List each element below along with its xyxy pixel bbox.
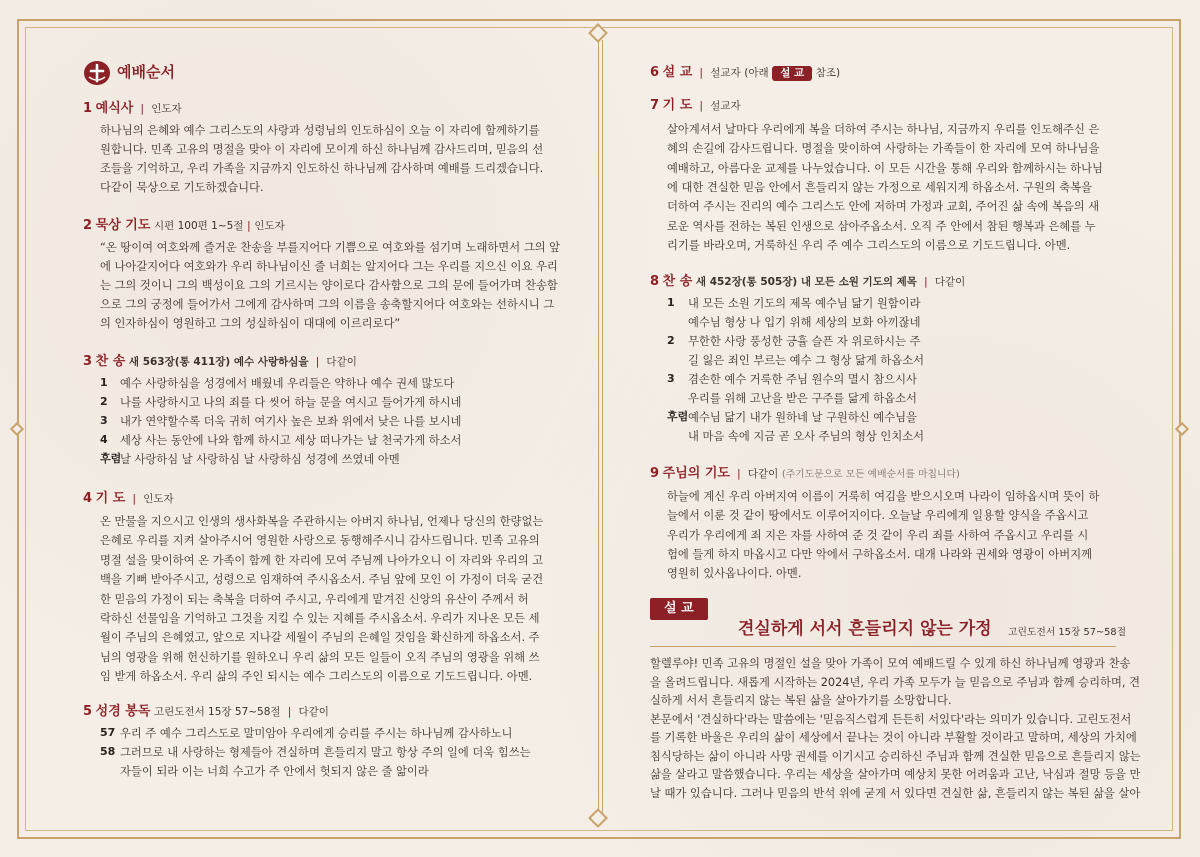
verse-number: 1 — [100, 376, 108, 389]
section-2-header: 2 묵상 기도 시편 100편 1~5절 | 인도자 — [83, 218, 285, 233]
body-line: 는 그의 것이니 그의 백성이요 그의 기르시는 양이로다 감사함으로 그의 문에 들어가며 찬송함 — [100, 279, 558, 292]
body-line: 혜의 손길에 감사드립니다. 명절을 맞이하여 사랑하는 가족들이 한 자리에 모여 하나님을 — [667, 142, 1100, 156]
body-line: 살아계셔서 날마다 우리에게 복을 더하여 주시는 하나님, 지금까지 우리를 인도해주신 은 — [667, 123, 1100, 136]
body-line: 하늘에 계신 우리 아버지여 이름이 거룩히 여김을 받으시오며 나라이 임하옵시며 뜻이 하 — [667, 490, 1100, 503]
body-line: 를 기록한 바울은 우리의 삶이 세상에서 끝나는 것이 아니라 부활할 것이라고 말하며, 세상의 가치에 — [650, 731, 1137, 744]
body-line: “온 땅이여 여호와께 즐거운 찬송을 부를지어다 기쁨으로 여호와를 섬기며 노래하면서 그의 앞 — [100, 241, 561, 254]
section-role: 인도자 — [254, 220, 285, 232]
verse-text: 겸손한 예수 거룩한 주님 원수의 멸시 참으시사 — [688, 373, 917, 386]
verse-text: 무한한 사랑 풍성한 긍휼 슬픈 자 위로하시는 주 — [688, 335, 921, 348]
page-title: 예배순서 — [117, 63, 175, 81]
section-reference: 시편 100편 1~5절 — [154, 220, 244, 232]
verse-number: 58 — [100, 745, 116, 758]
verse-text: 내가 연약할수록 더욱 귀히 여기사 높은 보좌 위에서 낮은 나를 보시네 — [120, 415, 462, 428]
section-role: 인도자 — [151, 103, 182, 115]
sermon-tag: 설 교 — [650, 598, 708, 620]
body-line: 침식당하는 삶이 아니라 사망 권세를 이기시고 승리하신 주님과 함께 견실한 믿음으로 흔들리지 않는 — [650, 749, 1141, 763]
body-line: 실하게 서서 흔들리지 않는 복된 삶을 살아가기를 소망합니다. — [650, 694, 952, 707]
body-line: 임 받게 하옵소서. 우리 삶의 주인 되시는 예수 그리스도의 이름으로 기도드립니다. 아멘. — [100, 670, 533, 684]
body-line: 월이 주님의 은혜였고, 앞으로 지나갈 세월이 주님의 은혜일 것임을 확신하게 하옵소서. 주 — [100, 631, 540, 645]
verse-number: 후렴 — [667, 410, 689, 423]
verse-text: 길 잃은 죄인 부르는 예수 그 형상 닮게 하옵소서 — [688, 354, 925, 367]
page-spine — [598, 40, 603, 820]
section-number: 7 — [650, 98, 660, 113]
verse-number: 4 — [100, 433, 108, 446]
section-note-post: 참조) — [815, 67, 841, 79]
body-line: 영원히 있사옵나이다. 아멘. — [667, 567, 802, 581]
section-4-header: 4 기 도 | 인도자 — [83, 491, 174, 506]
verse-text: 날 사랑하심 날 사랑하심 날 사랑하심 성경에 쓰였네 아멘 — [120, 453, 400, 466]
body-line: 더하여 주시는 진리의 예수 그리스도 안에 저하며 가정과 교회, 주어진 삶 속에 복음의 새 — [667, 200, 1100, 214]
verse-number: 57 — [100, 726, 116, 739]
section-role: 설교자 — [710, 100, 741, 112]
section-number: 4 — [83, 491, 93, 506]
verse-text: 우리 주 예수 그리스도로 말미암아 우리에게 승리를 주시는 하나님께 감사하노니 — [120, 727, 513, 740]
verse-text: 예수님 형상 나 입기 위해 세상의 보화 아끼잖네 — [688, 316, 921, 329]
verse-text: 자들이 되라 이는 너희 수고가 주 안에서 헛되지 않은 줄 앎이라 — [120, 765, 429, 778]
section-role: 인도자 — [143, 493, 174, 505]
church-logo-icon — [83, 60, 111, 86]
section-title: 찬 송 — [662, 274, 693, 289]
sermon-pill-badge: 설 교 — [772, 66, 812, 81]
section-number: 2 — [83, 218, 93, 233]
body-line: 온 만물을 지으시고 인생의 생사화복을 주관하시는 아버지 하나님, 언제나 당신의 한량없는 — [100, 515, 544, 528]
verse-number: 2 — [667, 334, 675, 347]
verse-number: 3 — [667, 372, 675, 385]
body-line: 백을 기뻐 받아주시고, 성령으로 임재하여 주시옵소서. 주님 앞에 모인 이 가정이 더욱 굳건 — [100, 573, 544, 587]
section-number: 8 — [650, 274, 660, 289]
section-9-header: 9 주님의 기도 | 다같이 (주기도문으로 모든 예배순서를 마칩니다) — [650, 466, 960, 481]
verse-number: 2 — [100, 395, 108, 408]
body-line: 을 올려드립니다. 새롭게 시작하는 2024년, 우리 가족 모두가 늘 믿음으로 주님과 함께 승리하며, 견 — [650, 675, 1140, 689]
section-title: 주님의 기도 — [662, 466, 730, 481]
body-line: 명절 설을 맞이하여 온 가족이 함께 한 자리에 모여 주님께 나아가오니 이 자리와 우리의 고 — [100, 553, 544, 567]
section-number: 5 — [83, 704, 93, 719]
section-7-header: 7 기 도 | 설교자 — [650, 98, 741, 113]
body-line: 님의 영광을 위해 헌신하기를 원하오니 우리 삶의 모든 일들이 오직 주님의 영광을 위해 쓰 — [100, 650, 540, 664]
verse-text: 세상 사는 동안에 나와 함께 하시고 세상 떠나가는 날 천국가게 하소서 — [120, 434, 462, 447]
section-reference: 고린도전서 15장 57~58절 — [154, 706, 281, 718]
body-line: 삶을 살라고 말씀했습니다. 우리는 세상을 살아가며 예상치 못한 어려움과 고난, 낙심과 절망 등을 만 — [650, 768, 1141, 781]
body-line: 로운 역사를 전하는 복된 인생으로 삼아주옵소서. 오직 주 안에서 참된 행복과 은혜를 누 — [667, 219, 1096, 233]
verse-text: 그러므로 내 사랑하는 형제들아 견실하며 흔들리지 말고 항상 주의 일에 더욱 힘쓰는 — [120, 746, 531, 759]
body-line: 할렐루야! 민족 고유의 명절인 설을 맞아 가족이 모여 예배드릴 수 있게 하신 하나님께 영광과 찬송 — [650, 657, 1131, 670]
section-title: 기 도 — [95, 491, 126, 506]
body-line: 원합니다. 민족 고유의 명절을 맞아 이 자리에 모이게 하신 하나님께 감사드리며, 믿음의 선 — [100, 143, 544, 156]
section-role: 다같이 — [934, 276, 966, 288]
hymn-title: 새 452장(통 505장) 내 모든 소원 기도의 제목 — [695, 276, 917, 288]
hymn-title: 새 563장(통 411장) 예수 사랑하심을 — [128, 356, 309, 368]
body-line: 에 나아갈지어다 여호와가 우리 하나님이신 줄 너희는 알지어다 그는 우리를 지으신 이요 우리 — [100, 260, 558, 273]
body-line: 으로 그의 궁정에 들어가서 그에게 감사하며 그의 이름을 송축할지어다 여호와는 선하시니 그 — [100, 298, 555, 311]
verse-number: 후렴 — [100, 452, 122, 465]
sermon-title: 견실하게 서서 흔들리지 않는 가정 — [738, 619, 992, 639]
section-title: 예식사 — [95, 101, 134, 116]
body-line: 늘에서 이룬 것 같이 땅에서도 이루어지이다. 오늘날 우리에게 일용할 양식을 주옵시고 — [667, 509, 1089, 523]
section-role: 다같이 — [298, 706, 329, 718]
section-number: 9 — [650, 466, 660, 481]
body-line: 에 대한 견실한 믿음 안에서 흔들리지 않는 가정으로 세워지게 하옵소서. 구원의 축복을 — [667, 180, 1093, 194]
section-role: 다같이 — [747, 468, 779, 480]
section-6-header: 6 설 교 | 설교자 (아래 설 교 참조) — [650, 65, 841, 80]
section-number: 3 — [83, 354, 93, 369]
body-line: 우리가 우리에게 죄 지은 자를 사하여 준 것 같이 우리 죄를 사하여 주옵시고 우리를 시 — [667, 528, 1089, 542]
body-line: 의 인자하심이 영원하고 그의 성실하심이 대대에 이르리로다” — [100, 317, 401, 330]
section-1-header: 1 예식사 | 인도자 — [83, 101, 182, 116]
section-3-header: 3 찬 송 새 563장(통 411장) 예수 사랑하심을 | 다같이 — [83, 354, 357, 369]
body-line: 조들을 기억하고, 우리 가족을 지금까지 인도하신 하나님께 감사하며 예배를 드리겠습니다. — [100, 162, 544, 175]
section-number: 1 — [83, 101, 93, 116]
section-role: 설교자 — [710, 67, 741, 79]
sermon-divider — [650, 646, 1116, 647]
section-8-header: 8 찬 송 새 452장(통 505장) 내 모든 소원 기도의 제목 | 다같이 — [650, 274, 966, 289]
body-line: 예배하고, 아름다운 교제를 나누었습니다. 이 모든 시간을 통해 우리와 함께하시는 하나님 — [667, 161, 1103, 175]
verse-text: 나를 사랑하시고 나의 죄를 다 씻어 하늘 문을 여시고 들어가게 하시네 — [120, 396, 462, 409]
body-line: 리기를 바라오며, 거룩하신 우리 주 예수 그리스도의 이름으로 기도드립니다. 아멘. — [667, 238, 1071, 252]
section-title: 묵상 기도 — [95, 218, 151, 233]
body-line: 본문에서 '견실하다'라는 말씀에는 '믿음직스럽게 든든히 서있다'라는 의미가 있습니다. 고린도전서 — [650, 712, 1132, 726]
body-line: 한 믿음의 가정이 되는 축복을 더하여 주시고, 우리에게 맡겨진 신앙의 유산이 주께서 허 — [100, 592, 529, 606]
section-note: (주기도문으로 모든 예배순서를 마칩니다) — [781, 469, 960, 480]
verse-number: 3 — [100, 414, 108, 427]
body-line: 날 때가 있습니다. 그러나 믿음의 반석 위에 굳게 서 있다면 견실한 삶, 흔들리지 않는 복된 삶을 살아 — [650, 786, 1141, 800]
section-5-header: 5 성경 봉독 고린도전서 15장 57~58절 | 다같이 — [83, 704, 329, 719]
section-number: 6 — [650, 65, 660, 80]
section-note-pre: (아래 — [744, 67, 769, 79]
section-title: 설 교 — [662, 65, 693, 80]
verse-text: 예수 사랑하심을 성경에서 배웠네 우리들은 약하나 예수 권세 많도다 — [120, 377, 455, 390]
section-title: 성경 봉독 — [95, 704, 151, 719]
section-title: 찬 송 — [95, 354, 126, 369]
verse-text: 예수님 닮기 내가 원하네 날 구원하신 예수님을 — [688, 411, 917, 424]
verse-text: 내 마음 속에 지금 곧 오사 주님의 형상 인치소서 — [688, 430, 925, 443]
verse-number: 1 — [667, 296, 675, 309]
verse-text: 우리를 위해 고난을 받은 구주를 닮게 하옵소서 — [688, 392, 917, 405]
body-line: 하나님의 은혜와 예수 그리스도의 사랑과 성령님의 인도하심이 오늘 이 자리에 함께하기를 — [100, 124, 540, 137]
verse-text: 내 모든 소원 기도의 제목 예수님 닮기 원함이라 — [688, 297, 921, 310]
section-title: 기 도 — [662, 98, 693, 113]
section-role: 다같이 — [326, 356, 357, 368]
sermon-reference: 고린도전서 15장 57~58절 — [1008, 627, 1127, 638]
body-line: 다같이 묵상으로 기도하겠습니다. — [100, 181, 264, 194]
body-line: 험에 들게 하지 마옵시고 다만 악에서 구하옵소서. 대개 나라와 권세와 영광이 아버지께 — [667, 547, 1093, 561]
body-line: 락하신 선물임을 기억하고 그것을 지킬 수 있는 지혜를 주시옵소서. 우리가 지나온 모든 세 — [100, 612, 540, 625]
body-line: 은혜로 우리를 지켜 살아주시어 영원한 사랑으로 동행해주시니 감사드립니다. 민족 고유의 — [100, 534, 540, 548]
